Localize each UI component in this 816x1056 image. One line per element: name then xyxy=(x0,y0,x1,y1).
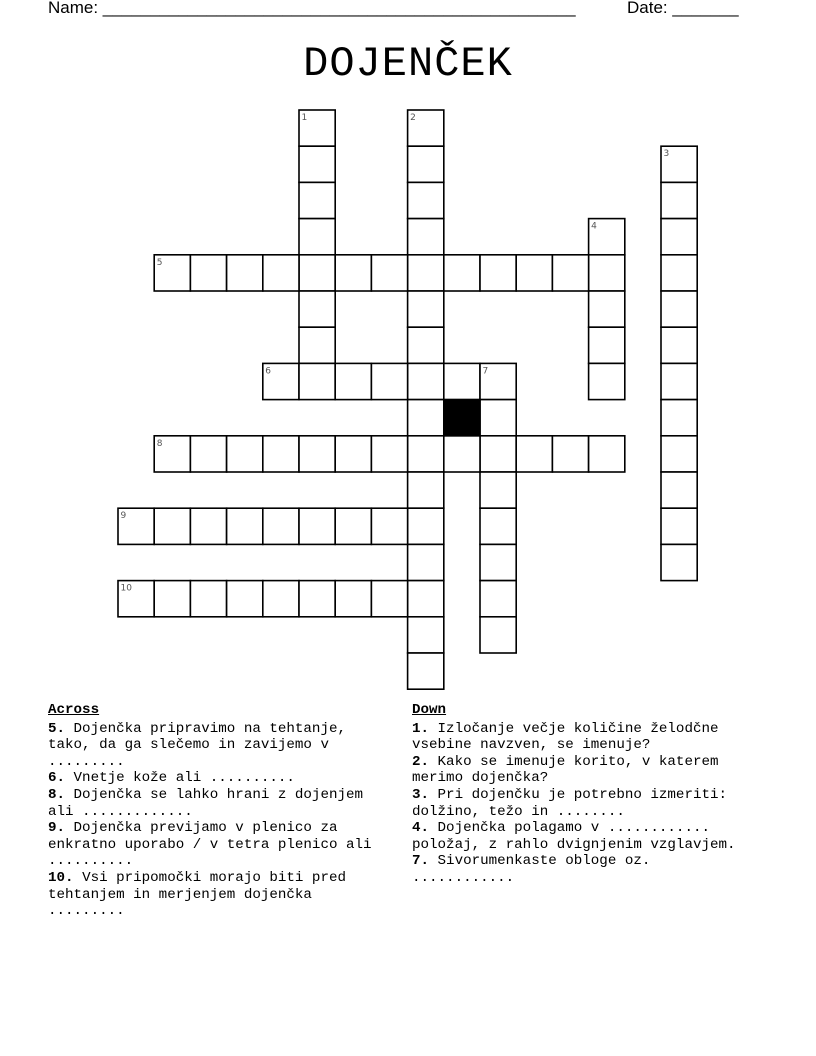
clue-number: 8. xyxy=(48,786,66,803)
clue-number: 4. xyxy=(412,820,430,837)
grid-cell[interactable] xyxy=(408,508,444,544)
grid-cell[interactable] xyxy=(480,508,516,544)
grid-cell[interactable] xyxy=(190,581,226,617)
across-clue-10 xyxy=(48,870,393,920)
grid-cell[interactable] xyxy=(408,291,444,327)
down-clues xyxy=(412,702,742,887)
across-clue-9 xyxy=(48,820,393,870)
cell-number-7: 7 xyxy=(482,366,489,377)
grid-cell[interactable] xyxy=(335,436,371,472)
clue-text: Izločanje večje količine želodčne vsebine navzven, se imenuje? xyxy=(412,720,719,754)
clue-number: 7. xyxy=(412,853,430,870)
grid-cell[interactable] xyxy=(408,472,444,508)
grid-cell[interactable] xyxy=(190,255,226,291)
clue-number: 9. xyxy=(48,820,66,837)
date-field-label: Date: _______ xyxy=(627,0,739,17)
cell-number-4: 4 xyxy=(591,221,597,232)
grid-cell[interactable] xyxy=(371,508,407,544)
cell-number-5: 5 xyxy=(156,257,163,268)
grid-cell[interactable] xyxy=(480,581,516,617)
grid-cell[interactable] xyxy=(263,436,299,472)
grid-cell[interactable] xyxy=(480,544,516,580)
grid-cell[interactable] xyxy=(299,327,335,363)
grid-cell[interactable] xyxy=(190,508,226,544)
grid-cell[interactable] xyxy=(408,544,444,580)
grid-cell[interactable] xyxy=(299,363,335,399)
grid-cell[interactable] xyxy=(408,146,444,182)
across-heading: Across xyxy=(48,702,100,718)
grid-cell[interactable] xyxy=(661,327,697,363)
grid-cell[interactable] xyxy=(661,400,697,436)
grid-cell[interactable] xyxy=(263,508,299,544)
grid-cell[interactable] xyxy=(444,255,480,291)
grid-cell[interactable] xyxy=(299,219,335,255)
grid-cell[interactable] xyxy=(335,255,371,291)
grid-cell[interactable] xyxy=(589,255,625,291)
grid-cell[interactable] xyxy=(299,291,335,327)
across-clues xyxy=(48,702,393,920)
grid-cell[interactable] xyxy=(589,291,625,327)
down-clue-2 xyxy=(412,754,742,787)
across-clue-8 xyxy=(48,787,393,820)
grid-cell[interactable] xyxy=(227,581,263,617)
clue-text: Vsi pripomočki morajo biti pred tehtanjem in merjenjem dojenčka ......... xyxy=(48,869,346,920)
grid-cell[interactable] xyxy=(444,363,480,399)
page-title: DOJENČEK xyxy=(303,40,513,88)
cell-number-1: 1 xyxy=(301,113,308,123)
grid-cell[interactable] xyxy=(190,436,226,472)
grid-cell[interactable] xyxy=(263,255,299,291)
grid-cell[interactable] xyxy=(661,363,697,399)
grid-cell[interactable] xyxy=(299,146,335,182)
cell-number-6: 6 xyxy=(265,366,272,377)
grid-cell[interactable] xyxy=(299,436,335,472)
clue-number: 5. xyxy=(48,720,66,737)
clue-text: Kako se imenuje korito, v katerem merimo dojenčka? xyxy=(412,753,719,787)
grid-cell[interactable] xyxy=(516,255,552,291)
grid-cell[interactable] xyxy=(299,255,335,291)
grid-cell[interactable] xyxy=(661,291,697,327)
grid-cell[interactable] xyxy=(154,508,190,544)
cell-number-9: 9 xyxy=(120,511,127,522)
down-clue-4 xyxy=(412,820,742,853)
grid-cell[interactable] xyxy=(408,327,444,363)
grid-cell[interactable] xyxy=(335,363,371,399)
cell-number-8: 8 xyxy=(156,438,163,449)
grid-cell[interactable] xyxy=(661,436,697,472)
grid-cell[interactable] xyxy=(480,472,516,508)
clue-text: Sivorumenkaste obloge oz. ............ xyxy=(412,853,651,886)
cell-number-2: 2 xyxy=(410,113,416,123)
clue-number: 2. xyxy=(412,753,430,770)
grid-cell[interactable] xyxy=(480,617,516,653)
grid-cell[interactable] xyxy=(335,581,371,617)
down-clue-7 xyxy=(412,853,742,886)
across-clue-5 xyxy=(48,721,393,771)
clue-number: 10. xyxy=(48,869,74,886)
grid-cell[interactable] xyxy=(371,581,407,617)
grid-cell[interactable] xyxy=(661,508,697,544)
clue-text: Dojenčka se lahko hrani z dojenjem ali ............. xyxy=(48,786,364,820)
grid-cell[interactable] xyxy=(480,436,516,472)
grid-cell[interactable] xyxy=(371,363,407,399)
grid-cell[interactable] xyxy=(589,436,625,472)
grid-cell[interactable] xyxy=(227,508,263,544)
grid-cell[interactable] xyxy=(263,581,299,617)
grid-cell[interactable] xyxy=(408,653,444,689)
clue-number: 1. xyxy=(412,720,430,737)
grid-cell[interactable] xyxy=(552,255,588,291)
blocked-cell xyxy=(444,400,480,436)
grid-cell[interactable] xyxy=(480,400,516,436)
grid-cell[interactable] xyxy=(335,508,371,544)
grid-cell[interactable] xyxy=(154,581,190,617)
grid-cell[interactable] xyxy=(408,436,444,472)
grid-cell[interactable] xyxy=(299,182,335,218)
grid-cell[interactable] xyxy=(408,400,444,436)
grid-cell[interactable] xyxy=(661,182,697,218)
grid-cell[interactable] xyxy=(371,436,407,472)
down-heading: Down xyxy=(412,702,447,718)
grid-cell[interactable] xyxy=(589,327,625,363)
grid-cell[interactable] xyxy=(408,182,444,218)
clue-number: 3. xyxy=(412,786,430,803)
cell-number-3: 3 xyxy=(663,149,670,160)
grid-cell[interactable] xyxy=(371,255,407,291)
grid-cell[interactable] xyxy=(552,436,588,472)
clue-text: Dojenčka previjamo v plenico za enkratno uporabo / v tetra plenico ali .......... xyxy=(48,820,372,870)
grid-cell[interactable] xyxy=(661,219,697,255)
grid-cell[interactable] xyxy=(408,219,444,255)
grid-cell[interactable] xyxy=(299,508,335,544)
grid-cell[interactable] xyxy=(444,436,480,472)
cell-number-10: 10 xyxy=(120,583,132,594)
across-clue-6 xyxy=(48,770,393,787)
grid-cell[interactable] xyxy=(227,255,263,291)
clue-text: Pri dojenčku je potrebno izmeriti: dolžino, težo in ........ xyxy=(412,786,728,820)
clue-number: 6. xyxy=(48,770,66,787)
grid-cell[interactable] xyxy=(408,363,444,399)
clue-text: Vnetje kože ali .......... xyxy=(73,770,295,787)
grid-cell[interactable] xyxy=(661,472,697,508)
clue-text: Dojenčka polagamo v ............ položaj, z rahlo dvignjenim vzglavjem. xyxy=(412,820,736,853)
grid-cell[interactable] xyxy=(661,544,697,580)
down-clue-1 xyxy=(412,721,742,754)
grid-cell[interactable] xyxy=(480,255,516,291)
grid-cell[interactable] xyxy=(299,581,335,617)
name-field-label: Name: __________________________________________________ xyxy=(48,0,576,17)
grid-cell[interactable] xyxy=(661,255,697,291)
down-clue-3 xyxy=(412,787,742,820)
grid-cell[interactable] xyxy=(589,363,625,399)
clue-text: Dojenčka pripravimo na tehtanje, tako, da ga slečemo in zavijemo v ......... xyxy=(48,720,346,770)
grid-cell[interactable] xyxy=(408,581,444,617)
grid-cell[interactable] xyxy=(516,436,552,472)
grid-cell[interactable] xyxy=(227,436,263,472)
grid-cell[interactable] xyxy=(408,617,444,653)
grid-cell[interactable] xyxy=(408,255,444,291)
